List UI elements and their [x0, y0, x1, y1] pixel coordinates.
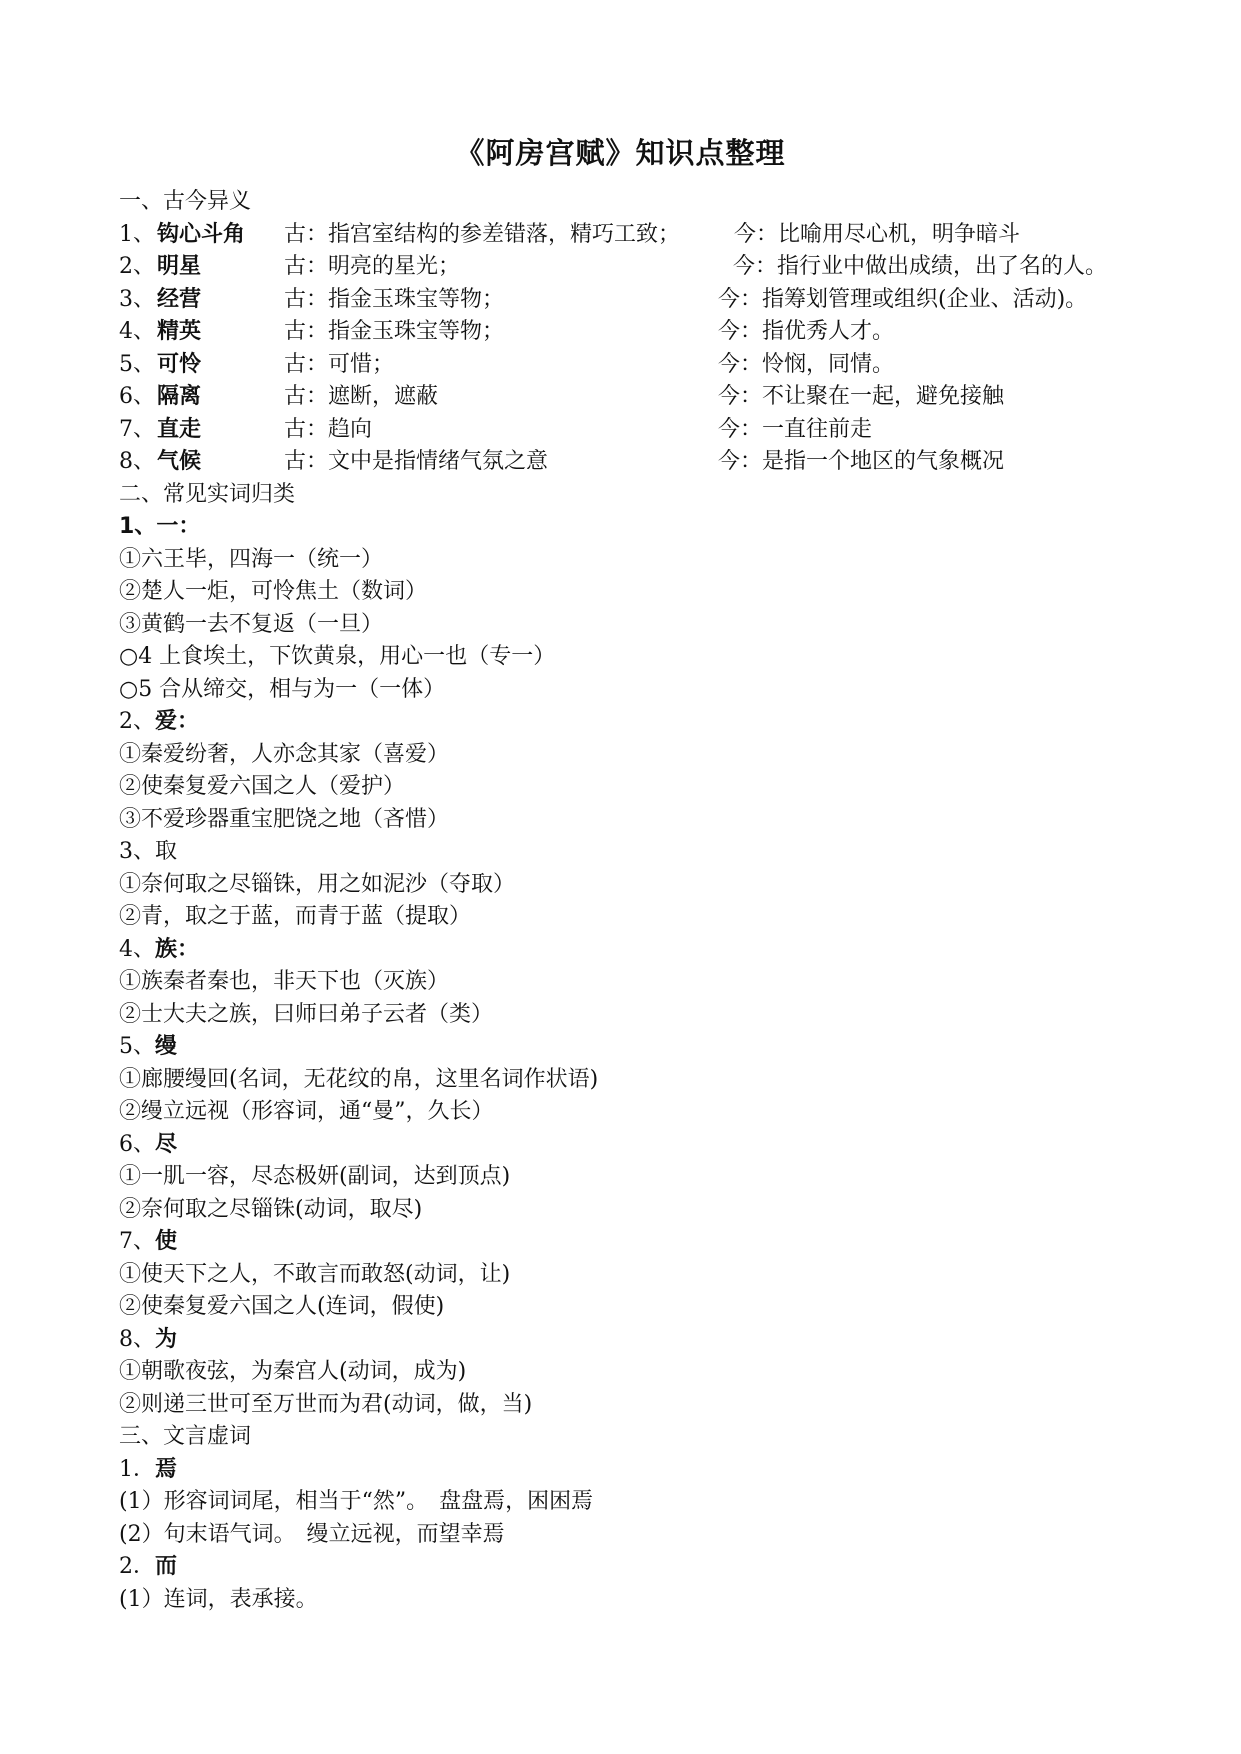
example-line: (1）连词，表承接。 [119, 1586, 318, 1612]
modern-meaning: 今：一直往前走 [718, 416, 873, 442]
document-title: 《阿房宫赋》知识点整理 [455, 136, 786, 170]
example-line: ②则递三世可至万世而为君(动词，做，当) [119, 1391, 533, 1417]
word-label: 尽 [155, 1131, 178, 1157]
term-row [119, 414, 1199, 447]
word-number: 8、 [119, 1326, 155, 1352]
example-line: ②使秦复爱六国之人（爱护） [119, 774, 406, 799]
example-line: ②士大夫之族，曰师曰弟子云者（类） [119, 1001, 494, 1027]
word-heading [119, 836, 1199, 869]
ancient-meaning: 古：遮断，遮蔽 [284, 384, 439, 409]
term-word: 精英 [157, 319, 202, 344]
term-row [119, 219, 1199, 252]
word-number: 2． [119, 1554, 155, 1579]
word-heading [119, 1324, 1199, 1357]
word-heading [119, 1129, 1199, 1162]
example-line: ①族秦者秦也，非天下也（灭族） [119, 969, 450, 994]
example-line: ③不爱珍器重宝肥饶之地（吝惜） [119, 806, 450, 832]
word-heading [119, 511, 1199, 544]
ancient-meaning: 古：趋向 [284, 416, 373, 442]
section-heading-ancient-modern: 一、古今异义 [119, 189, 252, 214]
ancient-meaning: 古：可惜； [284, 351, 395, 377]
word-label: 取 [155, 839, 178, 864]
section-heading-function-words: 三、文言虚词 [119, 1424, 252, 1449]
word-label: 爱： [155, 709, 200, 734]
term-word: 经营 [157, 286, 202, 312]
modern-meaning: 今：不让聚在一起，避免接触 [718, 384, 1005, 409]
example-line: (2）句末语气词。 缦立远视，而望幸焉 [119, 1521, 505, 1547]
example-line: ②楚人一炬，可怜焦土（数词） [119, 579, 428, 604]
modern-meaning: 今：怜悯，同情。 [718, 351, 895, 377]
modern-meaning: 今：指行业中做出成绩，出了名的人。 [733, 254, 1108, 279]
example-line: ①廊腰缦回(名词，无花纹的帛，这里名词作状语) [119, 1066, 599, 1092]
example-line: ②缦立远视（形容词，通“曼”，久长） [119, 1099, 494, 1124]
term-word: 直走 [157, 416, 202, 442]
word-label: 焉 [155, 1456, 178, 1482]
ancient-meaning: 古：文中是指情绪气氛之意 [284, 449, 549, 474]
term-row [119, 316, 1199, 349]
word-label: 而 [155, 1554, 178, 1579]
word-number: 5、 [119, 1034, 155, 1059]
word-number: 1、 [119, 514, 157, 539]
term-number: 4、 [119, 319, 155, 344]
term-number: 3、 [119, 286, 155, 312]
example-line: ①奈何取之尽锱铢，用之如泥沙（夺取） [119, 871, 516, 897]
word-heading [119, 1226, 1199, 1259]
example-line: ①秦爱纷奢，人亦念其家（喜爱） [119, 741, 450, 767]
ancient-meaning: 古：指宫室结构的参差错落，精巧工致； [284, 221, 681, 247]
word-label: 使 [155, 1229, 178, 1254]
word-heading [119, 1031, 1199, 1064]
term-word: 可怜 [157, 351, 202, 377]
term-number: 5、 [119, 351, 155, 377]
word-label: 一： [156, 514, 201, 539]
example-line: (1）形容词词尾，相当于“然”。 盘盘焉，困困焉 [119, 1489, 594, 1514]
example-line: ①一肌一容，尽态极妍(副词，达到顶点) [119, 1164, 511, 1189]
ancient-meaning: 古：指金玉珠宝等物； [284, 319, 505, 344]
term-word: 气候 [157, 449, 202, 474]
modern-meaning: 今：指筹划管理或组织(企业、活动)。 [718, 286, 1088, 312]
word-number: 7、 [119, 1229, 155, 1254]
term-number: 8、 [119, 449, 155, 474]
example-line: ②奈何取之尽锱铢(动词，取尽) [119, 1196, 423, 1222]
term-row [119, 381, 1199, 414]
word-label: 缦 [155, 1034, 178, 1059]
example-line: ②青，取之于蓝，而青于蓝（提取） [119, 904, 472, 929]
term-word: 钩心斗角 [157, 221, 246, 247]
term-row [119, 251, 1199, 284]
word-label: 为 [155, 1326, 178, 1352]
term-word: 隔离 [157, 384, 202, 409]
modern-meaning: 今：比喻用尽心机，明争暗斗 [734, 221, 1021, 247]
term-row [119, 284, 1199, 317]
example-line: ①朝歌夜弦，为秦宫人(动词，成为) [119, 1359, 467, 1384]
term-row [119, 349, 1199, 382]
word-number: 1． [119, 1456, 155, 1482]
example-line: ②使秦复爱六国之人(连词，假使) [119, 1294, 445, 1319]
term-number: 1、 [119, 221, 155, 247]
word-number: 6、 [119, 1131, 155, 1157]
modern-meaning: 今：指优秀人才。 [718, 319, 895, 344]
example-line: ①六王毕，四海一（统一） [119, 546, 384, 572]
term-word: 明星 [157, 254, 202, 279]
word-label: 族： [155, 936, 200, 962]
word-number: 2、 [119, 709, 155, 734]
ancient-meaning: 古：指金玉珠宝等物； [284, 286, 505, 312]
word-heading [119, 1454, 1199, 1487]
modern-meaning: 今：是指一个地区的气象概况 [718, 449, 1005, 474]
term-row [119, 446, 1199, 479]
word-number: 4、 [119, 936, 155, 962]
ancient-meaning: 古：明亮的星光； [284, 254, 461, 279]
word-heading [119, 1551, 1199, 1584]
example-line: ○4 上食埃土，下饮黄泉，用心一也（专一） [119, 644, 556, 669]
term-number: 7、 [119, 416, 155, 442]
example-line: ○5 合从缔交，相与为一（一体） [119, 676, 446, 702]
term-number: 6、 [119, 384, 155, 409]
word-heading [119, 934, 1199, 967]
example-line: ①使天下之人，不敢言而敢怒(动词，让) [119, 1261, 511, 1287]
section-heading-content-words: 二、常见实词归类 [119, 481, 296, 507]
example-line: ③黄鹤一去不复返（一旦） [119, 611, 384, 637]
word-heading [119, 706, 1199, 739]
term-number: 2、 [119, 254, 155, 279]
word-number: 3、 [119, 839, 155, 864]
document-body [119, 186, 1199, 1616]
